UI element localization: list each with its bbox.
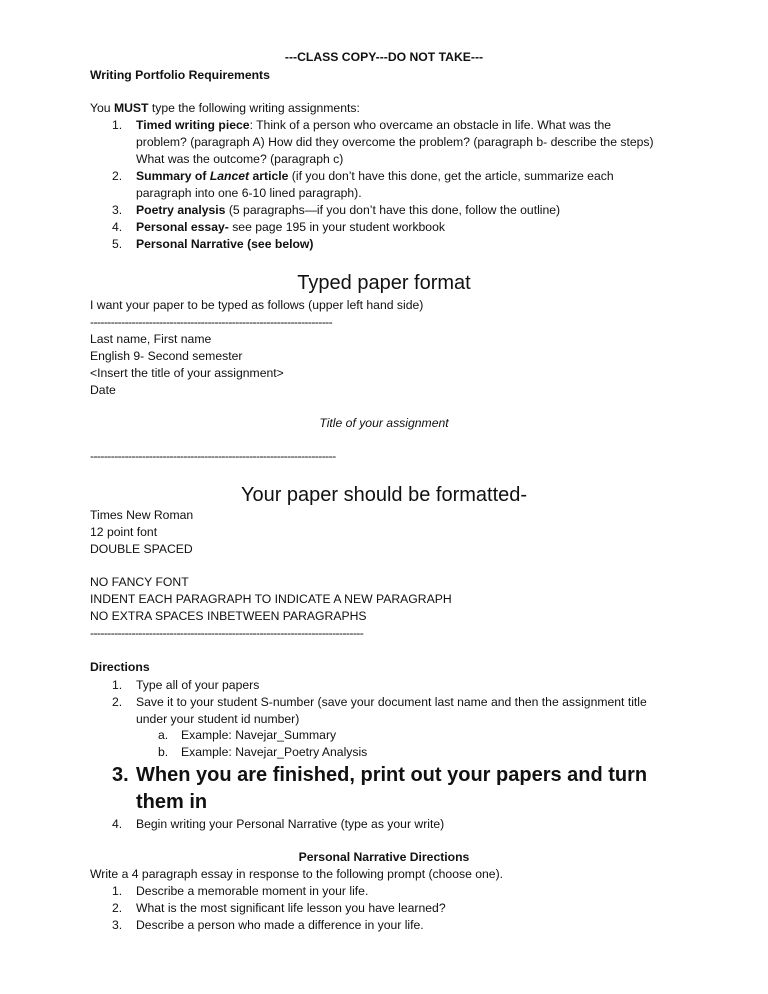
list-item-continuation: problem? (paragraph A) How did they overcome the problem? (paragraph b- describe the steps)	[136, 135, 654, 149]
class-copy-notice: ---CLASS COPY---DO NOT TAKE---	[284, 50, 484, 64]
assignment-name: Personal Narrative (see below)	[136, 237, 314, 251]
sublist-letter: a.	[158, 728, 169, 742]
narrative-intro: Write a 4 paragraph essay in response to the following prompt (choose one).	[90, 867, 504, 881]
directions-heading: Directions	[90, 660, 150, 674]
list-number: 2.	[112, 695, 123, 709]
list-item-text	[136, 168, 614, 185]
typed-format-instruction: I want your paper to be typed as follows (upper left hand side)	[90, 298, 424, 312]
direction-step-emphasis: them in	[136, 791, 208, 813]
format-rule: NO EXTRA SPACES INBETWEEN PARAGRAPHS	[90, 609, 367, 623]
header-line: <Insert the title of your assignment>	[90, 366, 284, 380]
narrative-prompt: What is the most significant life lesson you have learned?	[136, 901, 446, 915]
list-item-continuation: What was the outcome? (paragraph c)	[136, 152, 344, 166]
formatting-heading: Your paper should be formatted-	[240, 484, 528, 506]
direction-step-continuation: under your student id number)	[136, 712, 300, 726]
typed-format-heading: Typed paper format	[297, 272, 471, 294]
assignment-desc: : Think of a person who overcame an obstacle in life. What was the	[249, 118, 612, 132]
list-number: 1.	[112, 118, 123, 132]
header-line: Last name, First name	[90, 332, 212, 346]
example-item: Example: Navejar_Summary	[181, 728, 337, 742]
format-rule: DOUBLE SPACED	[90, 542, 193, 556]
assignment-name: Summary of	[136, 169, 210, 183]
narrative-prompt: Describe a person who made a difference in your life.	[136, 918, 424, 932]
divider: ----------------------------------------------------------------------	[90, 315, 333, 329]
format-rule: 12 point font	[90, 525, 158, 539]
list-item-text	[136, 117, 611, 134]
example-item: Example: Navejar_Poetry Analysis	[181, 745, 368, 759]
list-number: 4.	[112, 220, 123, 234]
list-number: 2.	[112, 169, 123, 183]
assignment-name: Poetry analysis	[136, 203, 226, 217]
assignment-name: Timed writing piece	[136, 118, 250, 132]
document-title: Writing Portfolio Requirements	[90, 68, 270, 82]
assignment-title-example: Title of your assignment	[319, 416, 449, 430]
format-rule: INDENT EACH PARAGRAPH TO INDICATE A NEW PARAGRAPH	[90, 592, 452, 606]
list-number: 3.	[112, 203, 123, 217]
intro-line	[90, 100, 360, 117]
direction-step: Type all of your papers	[136, 678, 260, 692]
list-item-continuation: paragraph into one 6-10 lined paragraph).	[136, 186, 362, 200]
assignment-name: Personal essay-	[136, 220, 229, 234]
sublist-letter: b.	[158, 745, 169, 759]
list-item-text	[136, 202, 560, 219]
assignment-desc: see page 195 in your student workbook	[228, 220, 445, 234]
list-number: 3.	[112, 918, 123, 932]
divider: -----------------------------------------------------------------------	[90, 449, 336, 463]
direction-step: Begin writing your Personal Narrative (type as your write)	[136, 817, 445, 831]
list-number: 4.	[112, 817, 123, 831]
format-rule: Times New Roman	[90, 508, 194, 522]
list-item-text	[136, 236, 313, 253]
narrative-prompt: Describe a memorable moment in your life.	[136, 884, 369, 898]
assignment-name-end: article	[249, 169, 289, 183]
assignment-desc: (if you don’t have this done, get the article, summarize each	[288, 169, 614, 183]
divider: -------------------------------------------------------------------------------	[90, 626, 364, 640]
list-number: 2.	[112, 901, 123, 915]
list-number: 3.	[112, 764, 129, 786]
format-rule: NO FANCY FONT	[90, 575, 189, 589]
intro-suffix: type the following writing assignments:	[148, 101, 360, 115]
list-number: 1.	[112, 884, 123, 898]
list-item-text	[136, 219, 445, 236]
direction-step: Save it to your student S-number (save your document last name and then the assignment title	[136, 695, 647, 709]
direction-step-emphasis: When you are finished, print out your papers and turn	[136, 764, 648, 786]
intro-prefix: You	[90, 101, 114, 115]
intro-must: MUST	[113, 101, 149, 115]
assignment-name-italic: Lancet	[209, 169, 250, 183]
header-line: Date	[90, 383, 116, 397]
narrative-heading: Personal Narrative Directions	[298, 850, 470, 864]
list-number: 5.	[112, 237, 123, 251]
header-line: English 9- Second semester	[90, 349, 243, 363]
assignment-desc: (5 paragraphs—if you don’t have this done, follow the outline)	[225, 203, 561, 217]
list-number: 1.	[112, 678, 123, 692]
